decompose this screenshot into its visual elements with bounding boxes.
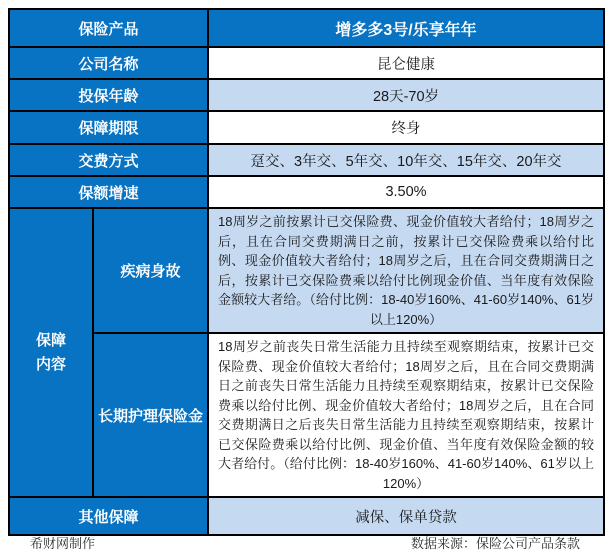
footer-credit: 希财网制作 xyxy=(30,536,96,551)
coverage-item-disease-death-desc: 18周岁之前按累计已交保险费、现金价值较大者给付；18周岁之后，且在合同交费期满日之前，按累计已交保险费乘以给付比例、现金价值较大者给付；18周岁之后，且在合同交费期满日之后，按累计已交保险费乘以给付比例现金价值、当年度有效保险金额较大者给。（给付比例：18-40岁160%、41-60岁140%、61岁以上120%） xyxy=(208,208,604,333)
footer xyxy=(8,533,603,552)
insurance-product-table xyxy=(8,8,605,536)
coverage-content-label-text: 保障内容 xyxy=(35,332,66,373)
company-value: 昆仑健康 xyxy=(208,47,604,79)
footer-data-source: 数据来源：保险公司产品条款 xyxy=(410,536,580,551)
table-row xyxy=(9,9,604,47)
sum-growth-value: 3.50% xyxy=(208,176,604,208)
company-label: 公司名称 xyxy=(9,47,208,79)
table-row xyxy=(9,176,604,208)
other-coverage-label: 其他保障 xyxy=(9,497,208,535)
product-name-label: 保险产品 xyxy=(9,9,208,47)
coverage-content-label xyxy=(9,208,93,497)
table-row xyxy=(9,208,604,333)
table-row xyxy=(9,79,604,111)
entry-age-label: 投保年龄 xyxy=(9,79,208,111)
coverage-term-label: 保障期限 xyxy=(9,111,208,144)
entry-age-value: 28天-70岁 xyxy=(208,79,604,111)
payment-method-value: 趸交、3年交、5年交、10年交、15年交、20年交 xyxy=(208,144,604,176)
table-row xyxy=(9,333,604,497)
coverage-term-value: 终身 xyxy=(208,111,604,144)
table-row xyxy=(9,111,604,144)
table-row xyxy=(9,497,604,535)
coverage-item-disease-death-label: 疾病身故 xyxy=(93,208,208,333)
coverage-item-long-term-care-desc: 18周岁之前丧失日常生活能力且持续至观察期结束，按累计已交保险费、现金价值较大者给付；18周岁之后，且在合同交费期满日之前丧失日常生活能力且持续至观察期结束，按累计已交保险费乘以给付比例、现金价值较大者给付；18周岁之后，且在合同交费期满日之后丧失日常生活能力且持续至观察期结束，按累计已交保险费乘以给付比例、现金价值、当年度有效保险金额的较大者给付。（给付比例：18-40岁160%、41-60岁140%、61岁以上120%） xyxy=(208,333,604,497)
product-name-value: 增多多3号/乐享年年 xyxy=(208,9,604,47)
payment-method-label: 交费方式 xyxy=(9,144,208,176)
table-row xyxy=(9,144,604,176)
sum-growth-label: 保额增速 xyxy=(9,176,208,208)
other-coverage-value: 减保、保单贷款 xyxy=(208,497,604,535)
table-row xyxy=(9,47,604,79)
coverage-item-long-term-care-label: 长期护理保险金 xyxy=(93,333,208,497)
